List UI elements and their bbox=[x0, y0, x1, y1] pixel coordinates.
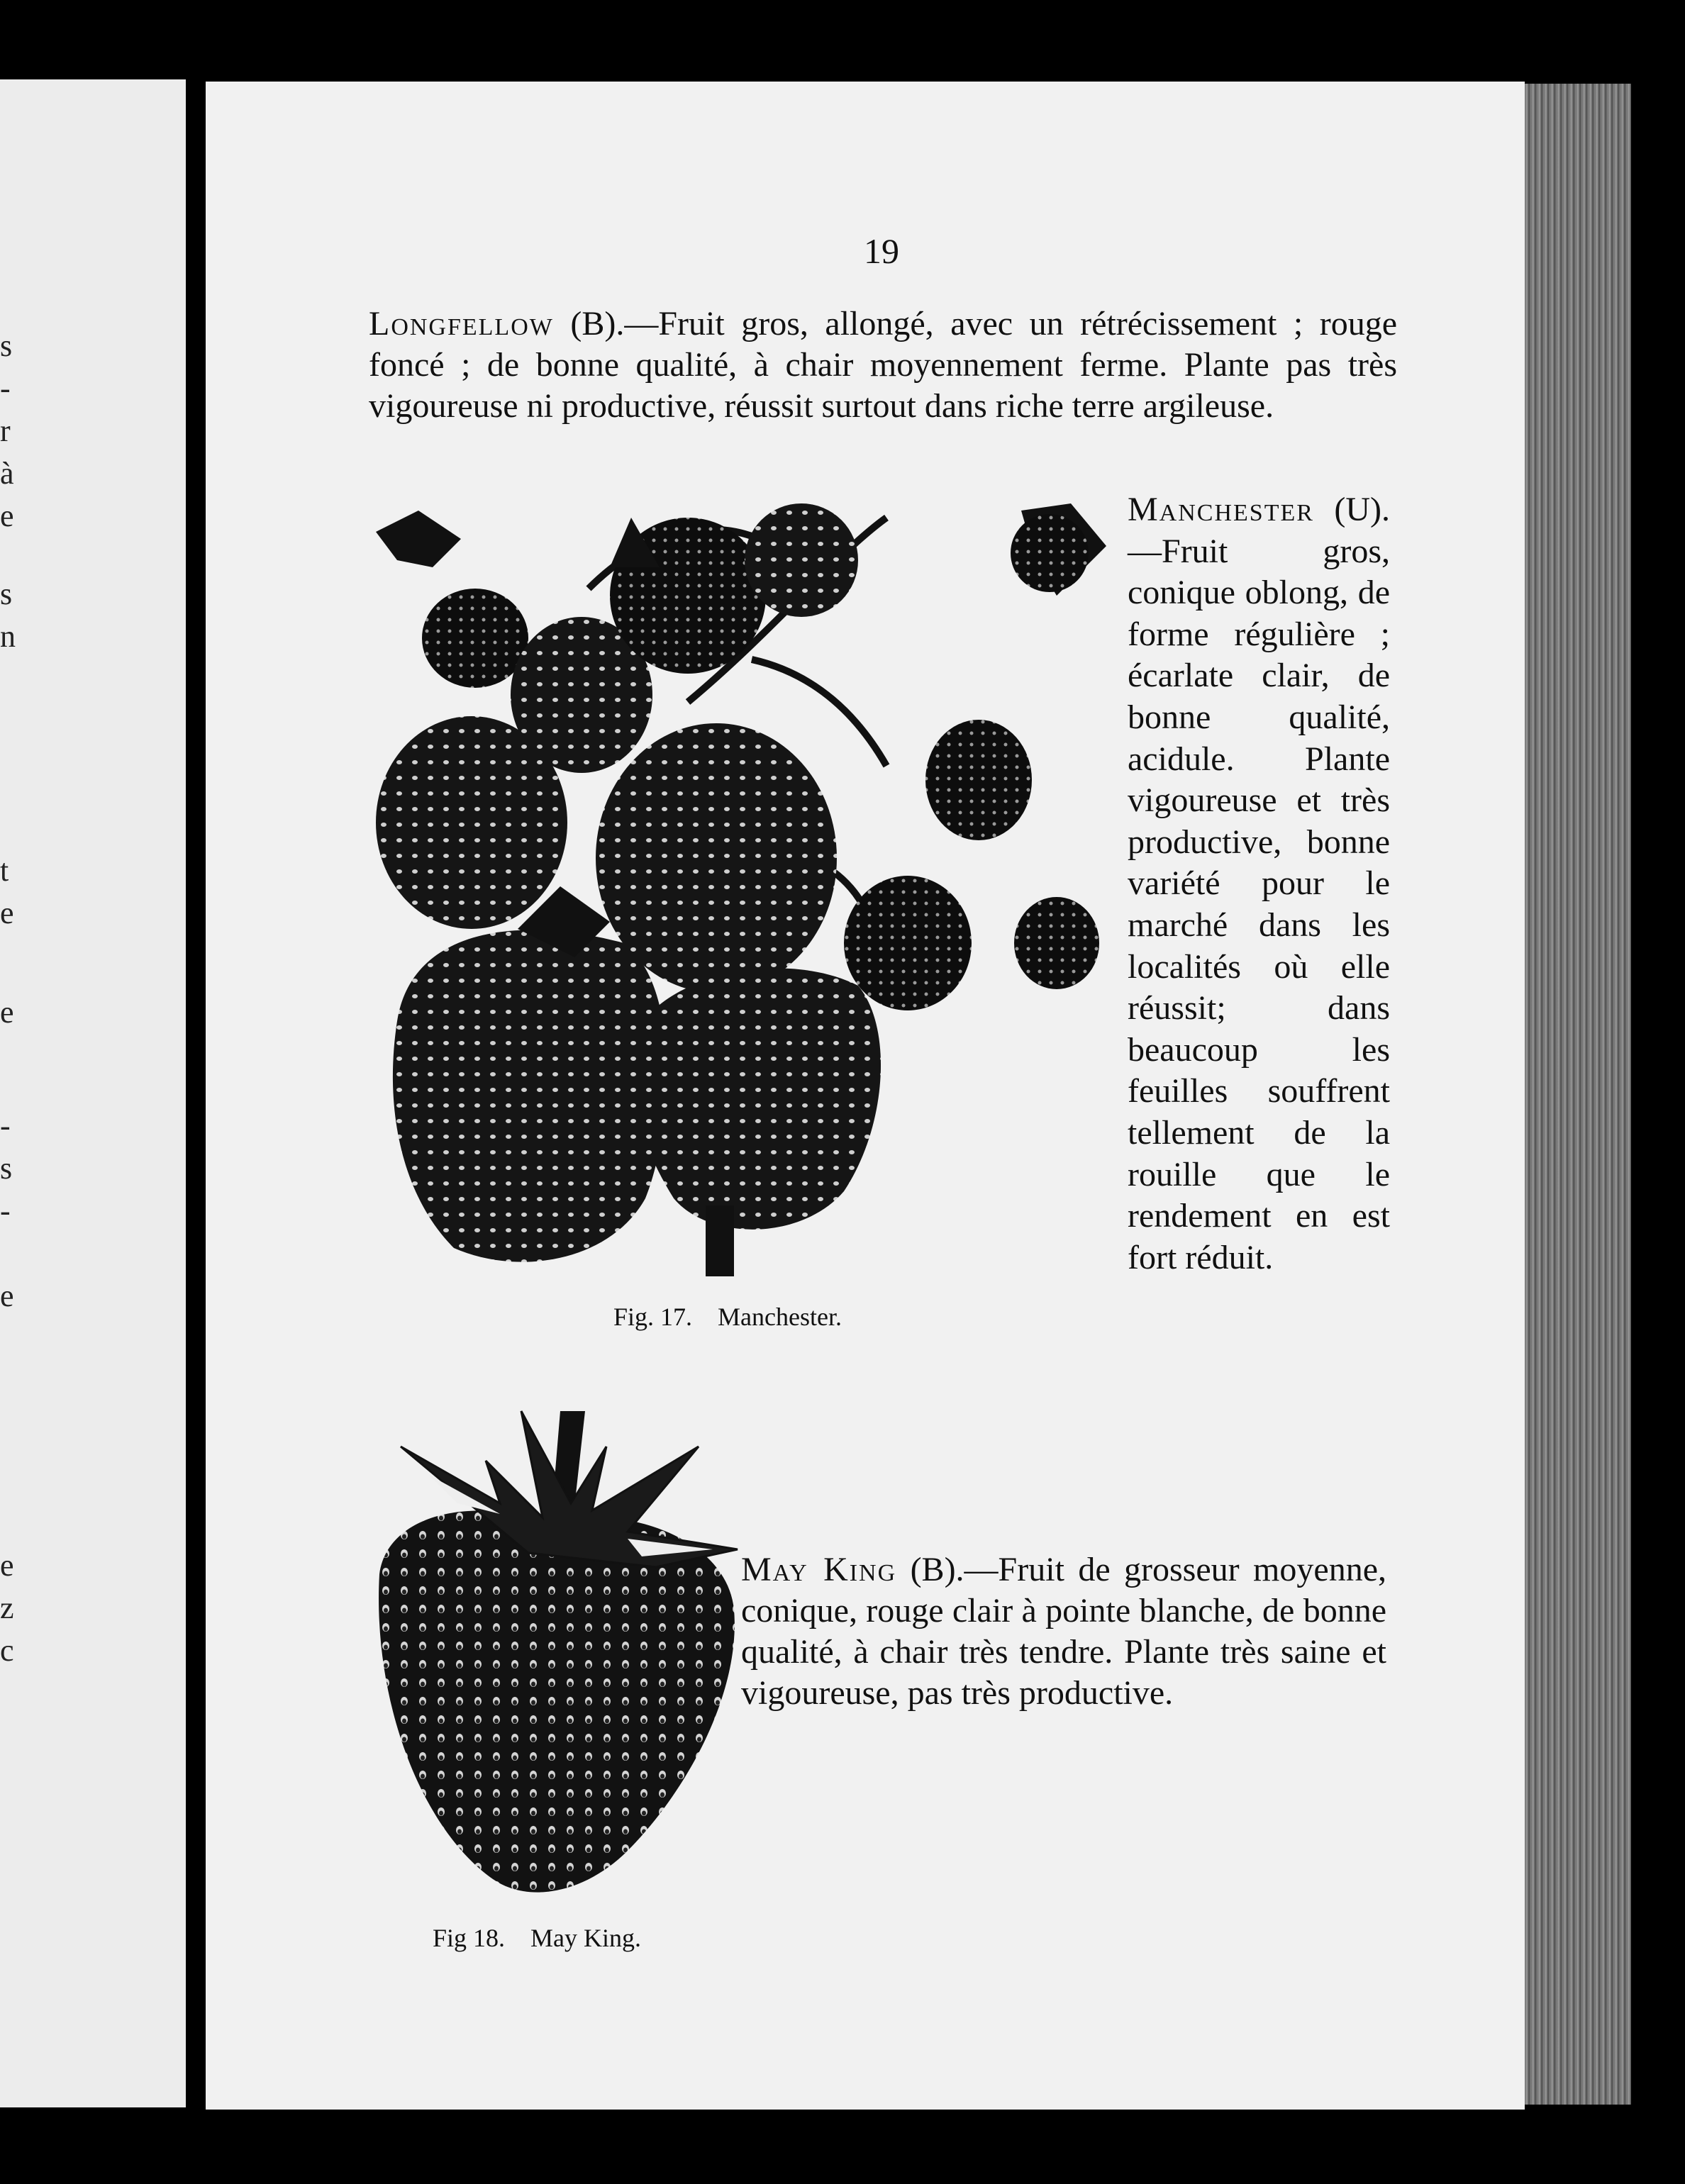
book-page-edges bbox=[1525, 84, 1631, 2105]
variety-name: Longfellow bbox=[369, 305, 554, 342]
edge-letter: e bbox=[0, 1278, 14, 1313]
may-king-strawberry-illustration bbox=[358, 1397, 741, 1907]
figure-18-caption bbox=[433, 1923, 641, 1953]
edge-letter: e bbox=[0, 498, 14, 533]
edge-letter: e bbox=[0, 896, 14, 930]
edge-letter: s bbox=[0, 576, 13, 611]
edge-letter: n bbox=[0, 619, 16, 654]
edge-letter: - bbox=[0, 371, 11, 406]
manchester-strawberry-illustration bbox=[376, 489, 1128, 1276]
edge-letter: z bbox=[0, 1590, 14, 1625]
edge-letter: - bbox=[0, 1108, 11, 1143]
entry-description: (B).—Fruit gros, allongé, avec un rétrécissement ; rouge foncé ; de bonne qualité, à chair moyennement ferme. Plante pas très vigoureuse ni productive, réussit surtout dans riche terre argileuse. bbox=[369, 305, 1397, 425]
variety-name: May King bbox=[741, 1551, 897, 1588]
figure-label: Fig 18. bbox=[433, 1924, 506, 1952]
figure-title: May King. bbox=[530, 1924, 642, 1952]
edge-letter: c bbox=[0, 1633, 14, 1668]
variety-name: Manchester bbox=[1128, 491, 1314, 528]
page-number: 19 bbox=[864, 231, 899, 271]
edge-letter: à bbox=[0, 456, 14, 491]
edge-letter: - bbox=[0, 1193, 11, 1228]
edge-letter: s bbox=[0, 328, 13, 363]
figure-label: Fig. 17. bbox=[613, 1303, 693, 1331]
entry-manchester bbox=[1128, 489, 1390, 1278]
edge-letter: t bbox=[0, 853, 9, 888]
edge-letter: r bbox=[0, 413, 11, 448]
entry-may-king bbox=[741, 1549, 1386, 1714]
left-page-fragment bbox=[0, 79, 186, 2107]
edge-letter: s bbox=[0, 1151, 13, 1186]
entry-description: (B).—Fruit de grosseur moyenne, conique, rouge clair à pointe blanche, de bonne qualité, à chair très tendre. Plante très saine et vigoureuse, pas très productive. bbox=[741, 1551, 1387, 1712]
entry-longfellow bbox=[369, 303, 1397, 427]
entry-description: (U).—Fruit gros, conique oblong, de forme régulière ; écarlate clair, de bonne qualité, acidule. Plante vigoureuse et très productive, bonne variété pour le marché dans les localités où elle réussit; dans beaucoup les feuilles souffrent tellement de la rouille que le rendement en est fort réduit. bbox=[1128, 491, 1390, 1276]
figure-title: Manchester. bbox=[718, 1303, 842, 1331]
edge-letter: e bbox=[0, 995, 14, 1030]
edge-letter: e bbox=[0, 1548, 14, 1583]
figure-17-caption bbox=[613, 1302, 842, 1332]
